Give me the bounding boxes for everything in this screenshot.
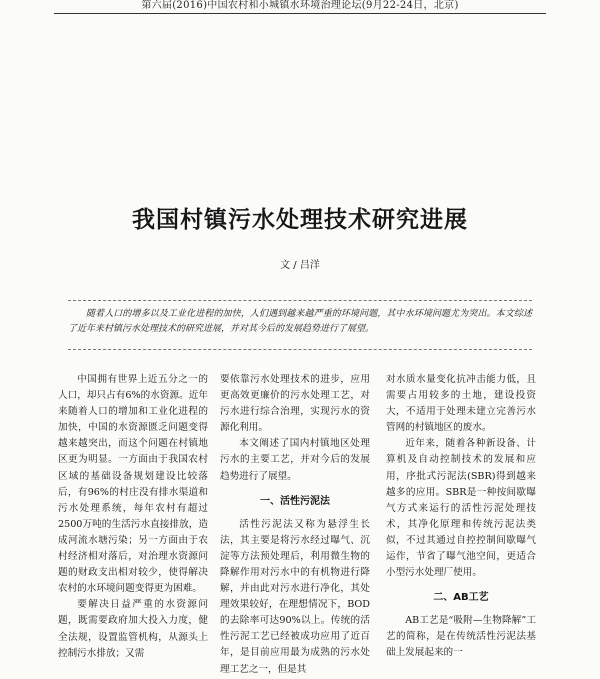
paragraph: AB工艺是“吸附—生物降解”工艺的简称，是在传统活性污泥法基础上发展起来的一 <box>386 615 536 659</box>
paragraph: 中国拥有世界上近五分之一的人口，却只占有6%的水资源。近年来随着人口的增加和工业化进程的加快，中国的水资源匮乏问题变得越来越突出，而这个问题在村镇地区更为明显。一方面由于我国农村区域的基础设备规划建设比较落后，有96%的村庄没有排水渠道和污水处理系统，每年农村有超过2500万吨的生活污水直接排放，造成河流水塘污染；另一方面由于农村经济相对落后，对治理水资源问题的财政支出相对较少，使得解决农村的水环境问题变得更为困难。 <box>58 374 208 595</box>
paragraph: 本文阐述了国内村镇地区处理污水的主要工艺，并对今后的发展趋势进行了展望。 <box>220 438 370 482</box>
paragraph: 活性污泥法又称为悬浮生长法，其主要是将污水经过曝气、沉淀等方法预处理后，利用微生物的降解作用对污水中的有机物进行降解，并由此对污水进行净化，其处理效果较好，在理想情况下，BOD的去除率可达90%以上。传统的活性污泥工艺已经被成功应用了近百年，是目前应用最为成熟的污水处理工艺之一，但是其 <box>220 518 370 675</box>
article-title: 我国村镇污水处理技术研究进展 <box>132 206 468 233</box>
abstract-box <box>68 300 532 350</box>
paragraph: 要依靠污水处理技术的进步，应用更高效更廉价的污水处理工艺，对污水进行综合治理，实现污水的资源化利用。 <box>220 374 370 434</box>
section-heading-ab-process: 二、AB工艺 <box>433 592 489 604</box>
column-2 <box>220 372 370 678</box>
paragraph: 对水质水量变化抗冲击能力低，且需要占用较多的土地，建设投资大，不适用于处理未建立完善污水管网的村镇地区的废水。 <box>386 374 536 434</box>
paragraph: 要解决日益严重的水资源问题，既需要政府加大投入力度，健全法规，设置监管机构，从源头上控制污水排放；又需 <box>58 599 208 659</box>
running-header: 第六届(2016)中国农村和小城镇水环境治理论坛(9月22-24日，北京) <box>141 0 459 11</box>
column-1 <box>58 372 208 662</box>
header-rule <box>54 13 546 14</box>
section-heading-activated-sludge: 一、活性污泥法 <box>260 495 330 507</box>
column-3 <box>386 372 536 662</box>
abstract: 随着人口的增多以及工业化进程的加快，人们遇到越来越严重的环境问题，其中水环境问题尤为突出。本文综述了近年来村镇污水处理技术的研究进展，并对其今后的发展趋势进行了展望。 <box>68 309 532 334</box>
paragraph: 近年来，随着各种新设备、计算机及自动控制技术的发展和应用，序批式污泥法(SBR)得到越来越多的应用。SBR是一种按间歇曝气方式来运行的活性污泥处理技术，其净化原理和传统污泥法类似，不过其通过自控控制间歇曝气运作，节省了曝气池空间，更适合小型污水处理厂使用。 <box>386 438 536 579</box>
byline: 文 / 吕洋 <box>280 260 320 271</box>
